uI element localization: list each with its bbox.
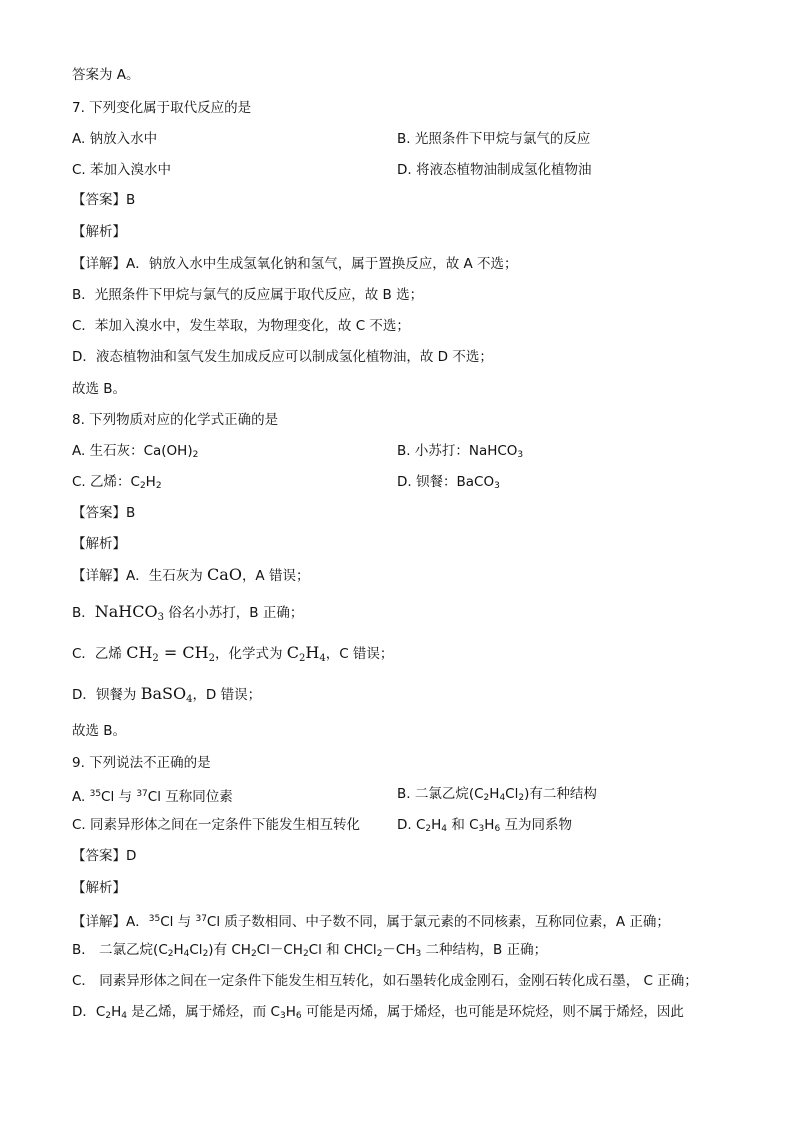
- q7-detail-3: C．苯加入溴水中，发生萃取，为物理变化，故 C 不选；: [72, 318, 410, 334]
- q8-detail-2: B．NaHCO$_3$ 俗名小苏打，B 正确；: [72, 602, 304, 623]
- q7-conclusion: 故选 B。: [72, 381, 127, 397]
- question-9: 9. 下列说法不正确的是: [72, 755, 211, 771]
- q9-detail-4: D．$C_2H_4$ 是乙烯，属于烯烃，而 $C_3H_6$ 可能是丙烯，属于烯烃，也可能是环烷烃，则不属于烯烃，因此: [72, 1004, 684, 1021]
- q9-option-b: B. 二氯乙烷$(C_2H_4Cl_2)$有二种结构: [397, 786, 597, 803]
- question-8: 8. 下列物质对应的化学式正确的是: [72, 412, 279, 428]
- q8-option-d: D. 钡餐：BaCO$_3$: [397, 474, 500, 491]
- q9-option-d: D. $C_2H_4$ 和 $C_3H_6$ 互为同系物: [397, 817, 572, 834]
- answer-line: 答案为 A。: [72, 67, 140, 83]
- q7-option-d: D. 将液态植物油制成氢化植物油: [397, 162, 592, 178]
- q8-option-a: A. 生石灰：$Ca(OH)_2$: [72, 443, 199, 460]
- q7-option-a: A. 钠放入水中: [72, 131, 158, 147]
- q7-detail-2: B．光照条件下甲烷与氯气的反应属于取代反应，故 B 选；: [72, 287, 424, 303]
- q7-option-b: B. 光照条件下甲烷与氯气的反应: [397, 131, 591, 147]
- q7-option-c: C. 苯加入溴水中: [72, 162, 172, 178]
- q8-analysis-heading: 【解析】: [72, 536, 126, 552]
- q9-detail-2: B． 二氯乙烷$(C_2H_4Cl_2)$有 $CH_2Cl-CH_2Cl$ 和 $CHCl_2-CH_3$ 二种结构，B 正确；: [72, 942, 548, 959]
- q8-option-b: B. 小苏打：NaHCO$_3$: [397, 443, 524, 460]
- q7-analysis-heading: 【解析】: [72, 224, 126, 240]
- question-7: 7. 下列变化属于取代反应的是: [72, 100, 252, 116]
- q8-answer: 【答案】B: [72, 505, 136, 521]
- q9-answer: 【答案】D: [72, 848, 137, 864]
- q7-answer: 【答案】B: [72, 192, 136, 208]
- q8-conclusion: 故选 B。: [72, 723, 127, 739]
- q9-option-a: A. $^{35}$Cl 与 $^{37}$Cl 互称同位素: [72, 789, 233, 805]
- q8-detail-4: D．钡餐为 BaSO$_4$，D 错误；: [72, 684, 262, 705]
- q7-detail-4: D．液态植物油和氢气发生加成反应可以制成氢化植物油，故 D 不选；: [72, 349, 493, 365]
- q9-detail-3: C． 同素异形体之间在一定条件下能发生相互转化，如石墨转化成金刚石，金刚石转化成石墨， C 正确；: [72, 973, 698, 989]
- q8-option-c: C. 乙烯：$C_2H_2$: [72, 474, 162, 491]
- q8-detail-1: 【详解】A．生石灰为 CaO，A 错误；: [72, 565, 310, 584]
- q9-detail-1: 【详解】A．$^{35}$Cl 与 $^{37}$Cl 质子数相同、中子数不同，属于氯元素的不同核素，互称同位素，A 正确；: [72, 914, 670, 930]
- q8-detail-3: C．乙烯 $CH_2 = CH_2$，化学式为 $C_2H_4$，C 错误；: [72, 643, 394, 664]
- q9-analysis-heading: 【解析】: [72, 880, 126, 896]
- q7-detail-1: 【详解】A．钠放入水中生成氢氧化钠和氢气，属于置换反应，故 A 不选；: [72, 256, 518, 272]
- q9-option-c: C. 同素异形体之间在一定条件下能发生相互转化: [72, 817, 361, 833]
